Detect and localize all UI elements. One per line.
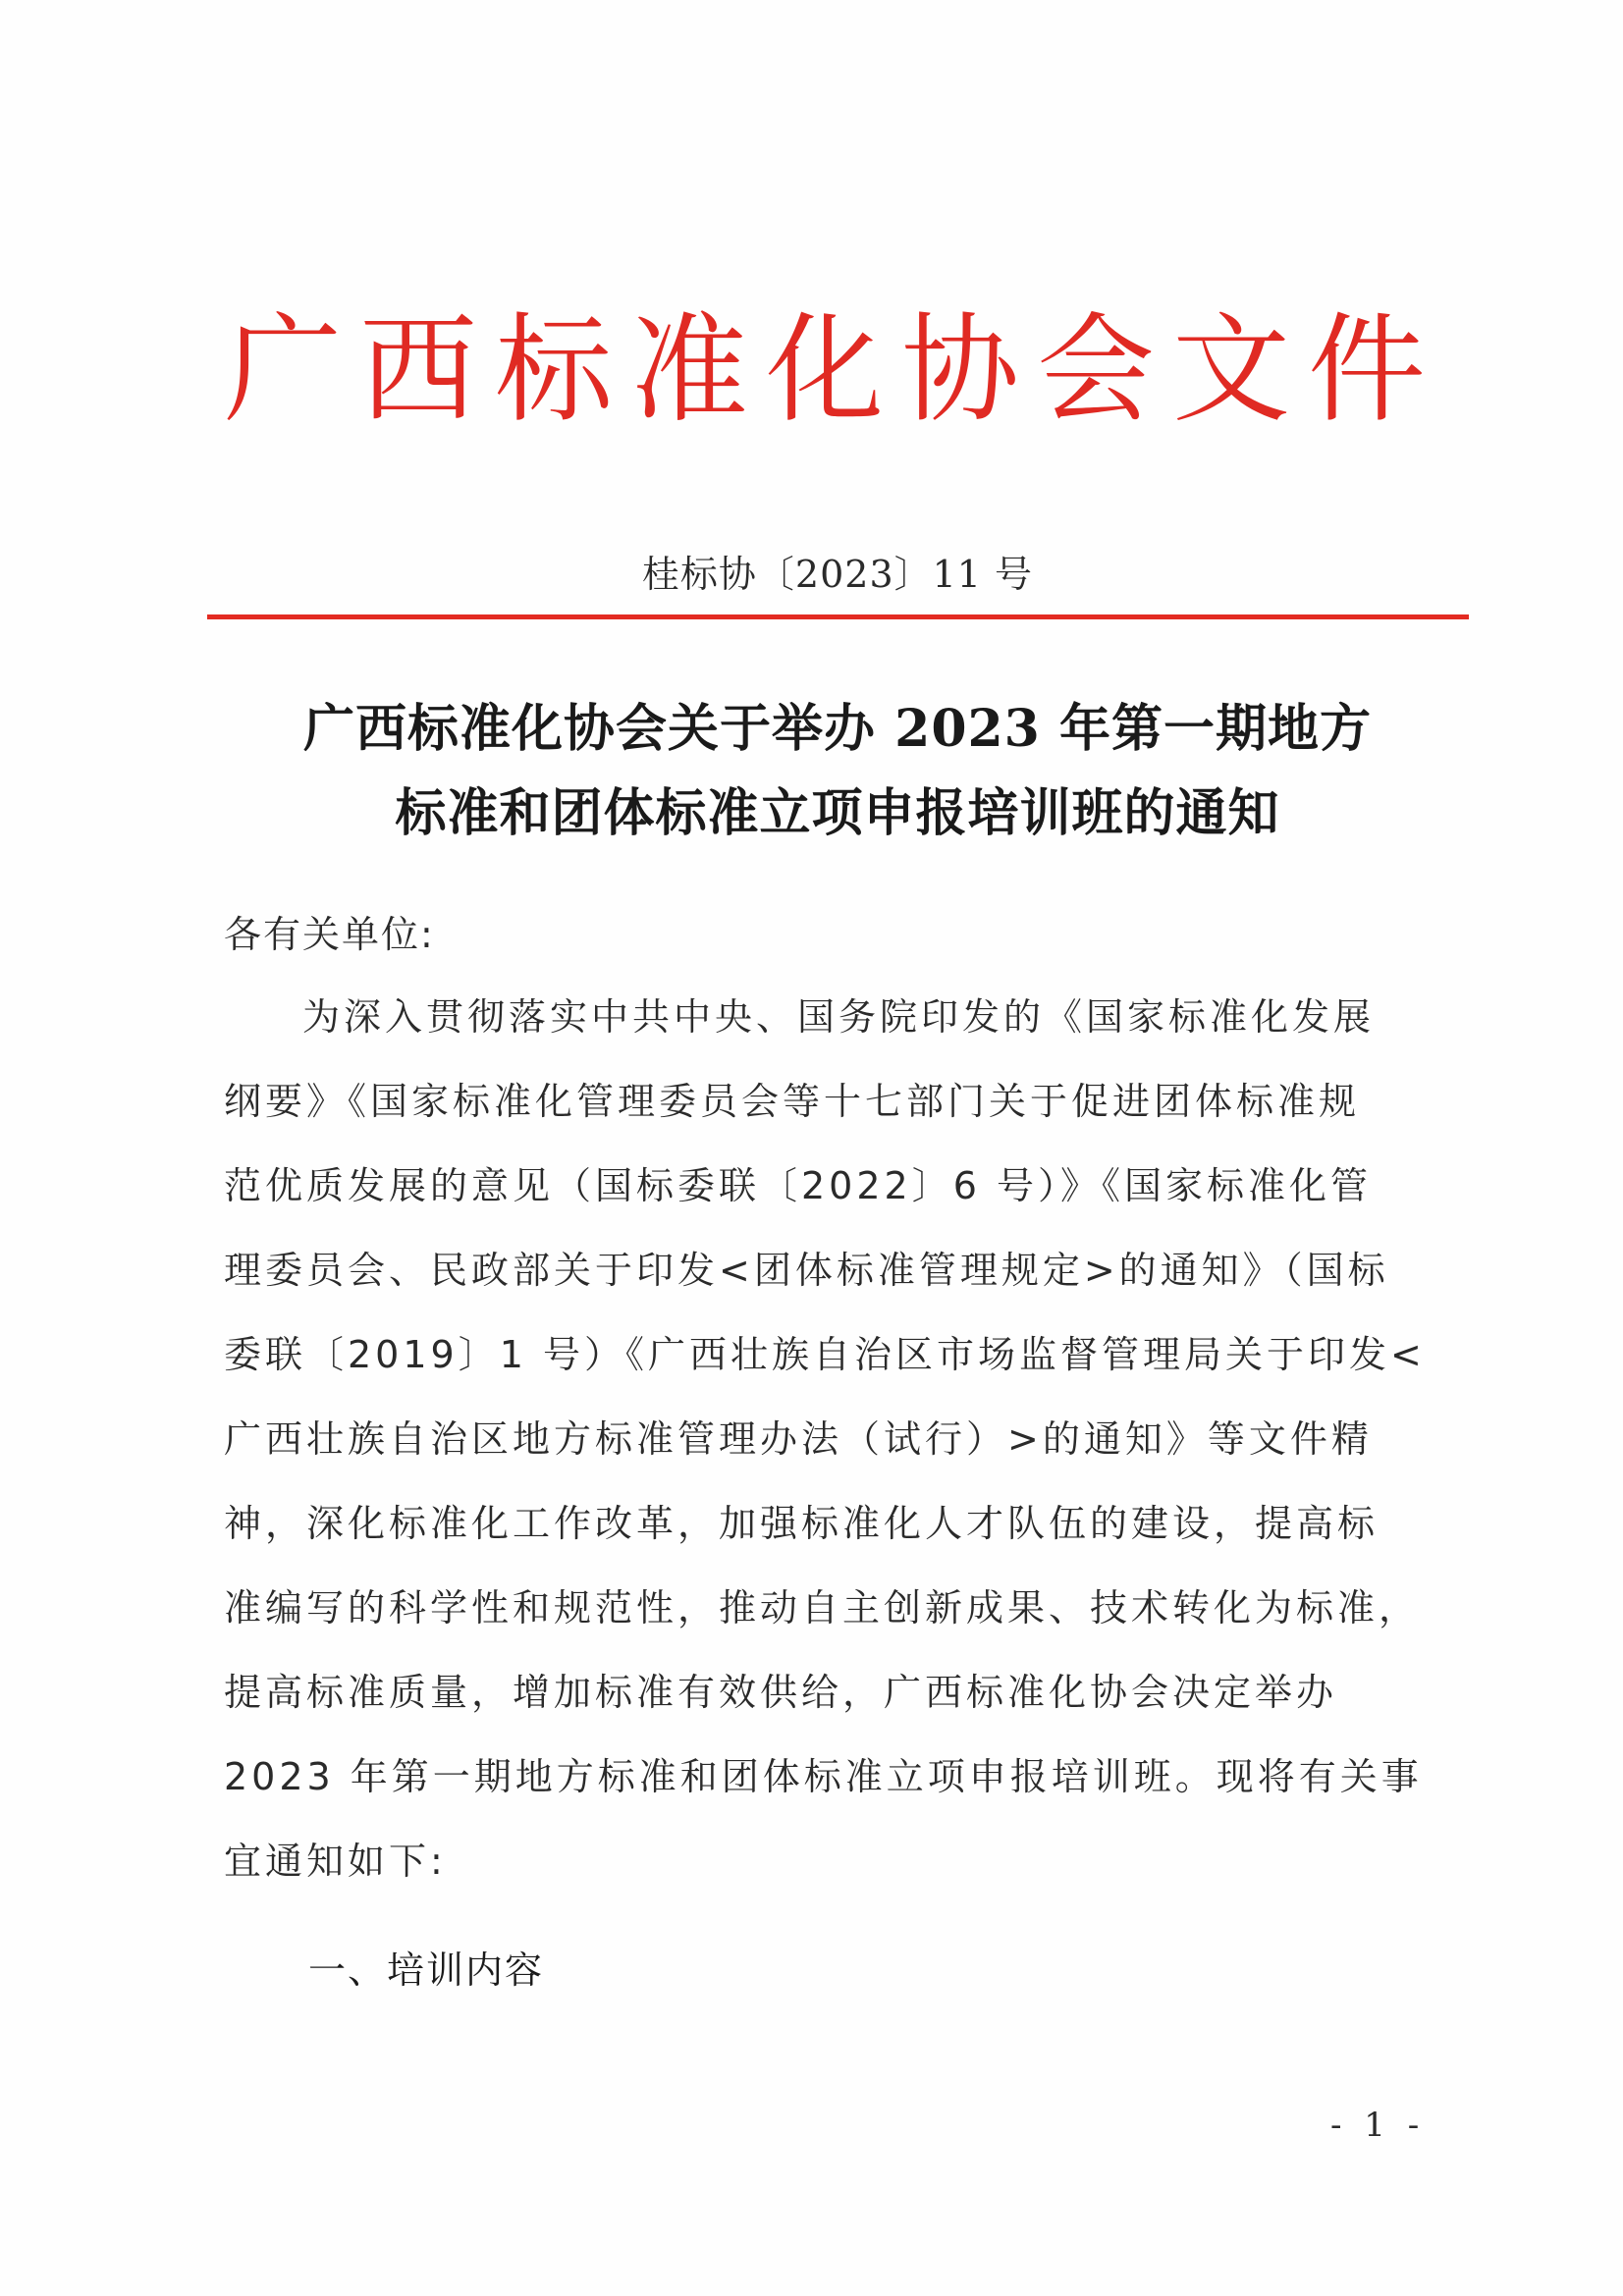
body-line: 理委员会、民政部关于印发<团体标准管理规定>的通知》（国标 <box>224 1249 1389 1292</box>
section-heading: 一、培训内容 <box>308 1949 545 1992</box>
org-document-title: 广西标准化协会文件 <box>224 302 1443 439</box>
body-line: 为深入贯彻落实中共中央、国务院印发的《国家标准化发展 <box>302 995 1376 1039</box>
body-line: 神，深化标准化工作改革，加强标准化人才队伍的建设，提高标 <box>224 1502 1380 1545</box>
notice-title-line: 标准和团体标准立项申报培训班的通知 <box>395 783 1280 843</box>
body-line: 委联〔2019〕1 号）《广西壮族自治区市场监督管理局关于印发< <box>224 1333 1426 1376</box>
page-number: - 1 - <box>1330 2106 1426 2145</box>
body-line: 范优质发展的意见（国标委联〔2022〕6 号）》《国家标准化管 <box>224 1164 1372 1207</box>
body-line: 提高标准质量，增加标准有效供给，广西标准化协会决定举办 <box>224 1671 1338 1714</box>
body-line: 宜通知如下: <box>224 1840 447 1883</box>
body-paragraph <box>224 988 1432 1916</box>
salutation: 各有关单位: <box>224 913 435 956</box>
body-line: 广西壮族自治区地方标准管理办法（试行）>的通知》等文件精 <box>224 1417 1373 1461</box>
document-number: 桂标协〔2023〕11 号 <box>641 553 1034 596</box>
red-separator-line <box>207 614 1469 619</box>
body-line: 2023 年第一期地方标准和团体标准立项申报培训班。现将有关事 <box>224 1755 1423 1798</box>
notice-title-line: 广西标准化协会关于举办 2023 年第一期地方 <box>303 699 1372 759</box>
body-line: 纲要》《国家标准化管理委员会等十七部门关于促进团体标准规 <box>224 1080 1361 1123</box>
body-line: 准编写的科学性和规范性，推动自主创新成果、技术转化为标准， <box>224 1586 1421 1629</box>
notice-title <box>209 687 1466 856</box>
